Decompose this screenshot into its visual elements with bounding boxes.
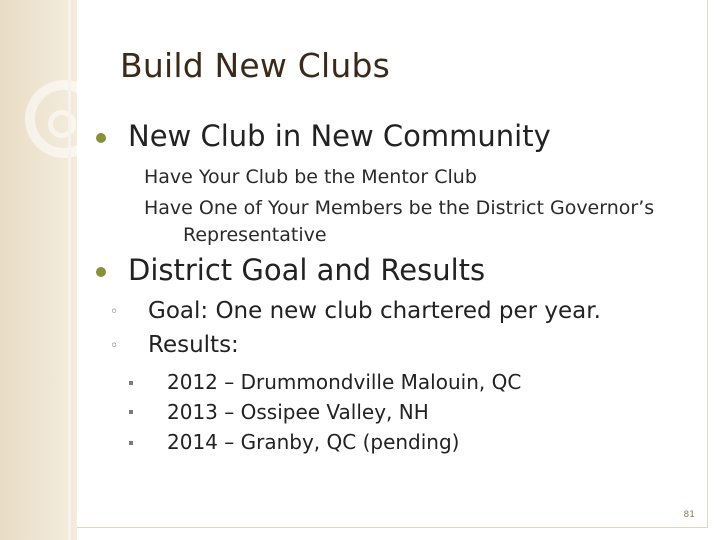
square-bullet-icon [129, 410, 133, 414]
square-bullet-icon [129, 381, 133, 385]
decorative-small-circle-icon [48, 110, 76, 138]
decorative-side-band [0, 0, 77, 540]
square-bullet-icon [129, 441, 133, 445]
slide-title: Build New Clubs [120, 46, 391, 85]
result-line: 2013 – Ossipee Valley, NH [167, 400, 429, 424]
section-heading-district-goal: District Goal and Results [128, 253, 486, 287]
bullet-dot-icon [96, 133, 106, 143]
results-item: Results: [148, 332, 239, 358]
page-number: 81 [683, 510, 695, 520]
result-line: 2012 – Drummondville Malouin, QC [167, 370, 522, 394]
goal-item: Goal: One new club chartered per year. [148, 298, 601, 324]
text-line: Representative [183, 224, 327, 246]
text-line: Have Your Club be the Mentor Club [144, 166, 477, 188]
result-line: 2014 – Granby, QC (pending) [167, 430, 460, 454]
section-heading-new-club: New Club in New Community [128, 119, 551, 153]
bullet-dot-icon [96, 267, 106, 277]
text-line: Have One of Your Members be the District Governor’s [144, 197, 655, 219]
ring-bullet-icon: ◦ [110, 338, 119, 354]
ring-bullet-icon: ◦ [110, 304, 119, 320]
